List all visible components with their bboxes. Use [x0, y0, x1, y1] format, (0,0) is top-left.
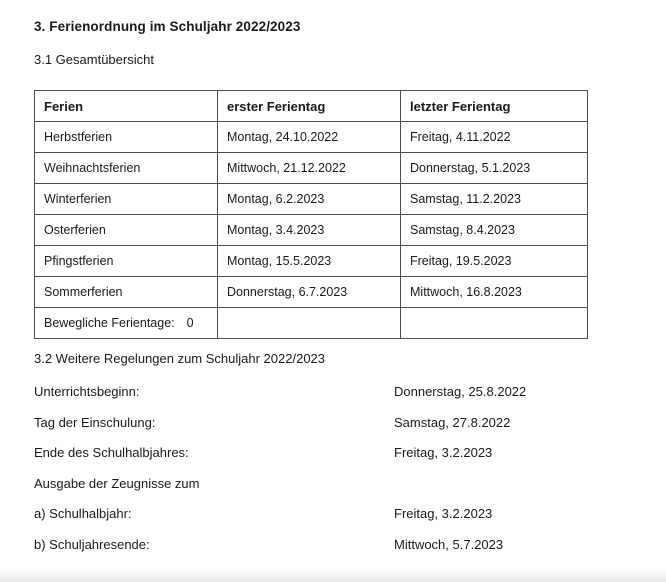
last-day-cell: Freitag, 19.5.2023	[401, 246, 588, 277]
section-3-heading: 3. Ferienordnung im Schuljahr 2022/2023	[34, 19, 301, 34]
table-row	[35, 246, 588, 277]
first-day-cell: Donnerstag, 6.7.2023	[218, 277, 401, 308]
holiday-name-cell: Winterferien	[35, 184, 218, 215]
table-row	[35, 122, 588, 153]
first-day-cell	[218, 308, 401, 339]
detail-row	[0, 384, 666, 415]
table-row	[35, 277, 588, 308]
detail-label: Tag der Einschulung:	[34, 414, 156, 430]
holiday-name-cell: Osterferien	[35, 215, 218, 246]
detail-label: Ende des Schulhalbjahres:	[34, 445, 189, 460]
detail-label: Ausgabe der Zeugnisse zum	[34, 475, 200, 491]
first-day-cell: Montag, 15.5.2023	[218, 246, 401, 277]
detail-value: Donnerstag, 25.8.2022	[394, 384, 527, 399]
detail-label: a) Schulhalbjahr:	[34, 506, 132, 521]
last-day-cell: Samstag, 8.4.2023	[401, 215, 588, 246]
last-day-cell	[401, 308, 588, 339]
first-day-cell: Montag, 3.4.2023	[218, 215, 401, 246]
section-3-1-heading: 3.1 Gesamtübersicht	[34, 52, 154, 67]
movable-holidays-cell	[35, 308, 218, 339]
last-day-cell: Freitag, 4.11.2022	[401, 122, 588, 153]
last-day-cell: Mittwoch, 16.8.2023	[401, 277, 588, 308]
column-header-letzter-ferientag: letzter Ferientag	[401, 91, 588, 122]
movable-holidays-label: Bewegliche Ferientage:	[44, 316, 175, 330]
first-day-cell: Montag, 6.2.2023	[218, 184, 401, 215]
detail-value: Samstag, 27.8.2022	[394, 414, 511, 430]
detail-row	[0, 506, 666, 537]
section-3-2-heading: 3.2 Weitere Regelungen zum Schuljahr 2022/2023	[34, 351, 326, 366]
detail-row	[0, 445, 666, 476]
detail-label: Unterrichtsbeginn:	[34, 384, 140, 399]
column-header-ferien: Ferien	[35, 91, 218, 122]
first-day-cell: Mittwoch, 21.12.2022	[218, 153, 401, 184]
last-day-cell: Donnerstag, 5.1.2023	[401, 153, 588, 184]
table-row	[35, 184, 588, 215]
holiday-name-cell: Herbstferien	[35, 122, 218, 153]
detail-value: Freitag, 3.2.2023	[394, 506, 493, 521]
page-bottom-shadow	[0, 569, 666, 582]
header-row	[35, 91, 588, 122]
detail-row	[0, 476, 666, 507]
holiday-table	[34, 90, 588, 339]
holiday-name-cell: Weihnachtsferien	[35, 153, 218, 184]
detail-row	[0, 537, 666, 568]
detail-value: Mittwoch, 5.7.2023	[394, 536, 504, 552]
last-day-cell: Samstag, 11.2.2023	[401, 184, 588, 215]
detail-label: b) Schuljahresende:	[34, 536, 150, 552]
table-row	[35, 153, 588, 184]
movable-holidays-row	[35, 308, 588, 339]
details-list	[0, 384, 666, 567]
holiday-name-cell: Pfingstferien	[35, 246, 218, 277]
detail-row	[0, 415, 666, 446]
table-row	[35, 215, 588, 246]
column-header-erster-ferientag: erster Ferientag	[218, 91, 401, 122]
holiday-name-cell: Sommerferien	[35, 277, 218, 308]
detail-value: Freitag, 3.2.2023	[394, 445, 493, 460]
first-day-cell: Montag, 24.10.2022	[218, 122, 401, 153]
movable-holidays-count: 0	[186, 316, 194, 330]
